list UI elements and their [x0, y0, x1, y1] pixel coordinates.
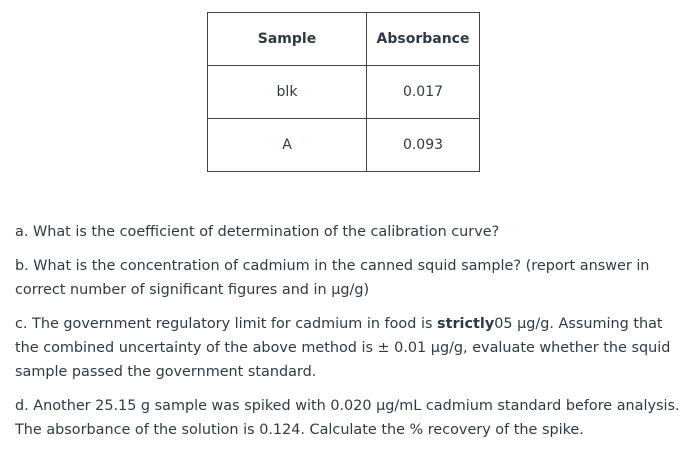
- table-row: [208, 66, 480, 119]
- header-sample: Sample: [208, 13, 367, 66]
- question-c-suffix: 05 µg/g. Assuming that the combined uncertainty of the above method is ± 0.01 µg/g, evaluate whether the squid sample passed the government standard.: [15, 316, 671, 380]
- header-absorbance: Absorbance: [367, 13, 480, 66]
- question-d: d. Another 25.15 g sample was spiked with 0.020 µg/mL cadmium standard before analysis. The absorbance of the solution is 0.124. Calculate the % recovery of the spike.: [15, 398, 680, 438]
- question-c-prefix: c. The government regulatory limit for cadmium in food is: [15, 316, 438, 332]
- cell-absorbance: 0.017: [367, 66, 480, 119]
- cell-absorbance: 0.093: [367, 119, 480, 172]
- question-c-bold: strictly: [437, 316, 495, 332]
- question-a: a. What is the coefficient of determination of the calibration curve?: [15, 224, 500, 240]
- table-row: [208, 119, 480, 172]
- question-b: b. What is the concentration of cadmium in the canned squid sample? (report answer in correct number of significant figures and in µg/g): [15, 258, 650, 298]
- absorbance-table: [207, 12, 480, 172]
- cell-sample: blk: [208, 66, 367, 119]
- cell-sample: A: [208, 119, 367, 172]
- table-header-row: [208, 13, 480, 66]
- question-c: [15, 312, 687, 384]
- question-list: [15, 220, 687, 452]
